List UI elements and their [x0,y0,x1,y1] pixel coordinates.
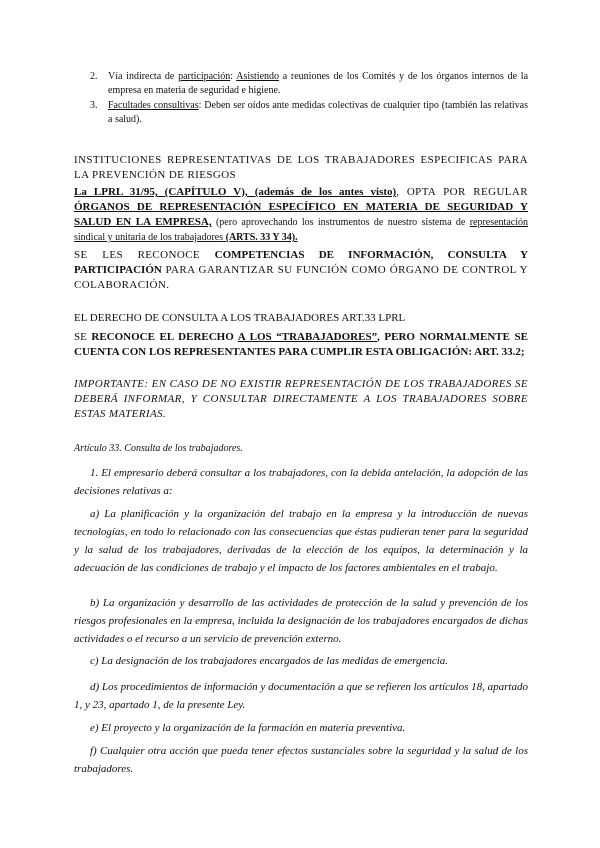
competencias-bold-text: COMPETENCIAS DE INFORMACIÓN, CONSULTA Y PARTICIPACIÓN [74,249,529,276]
list-item [88,70,528,98]
list-item [88,99,528,127]
list-underlined-term: Asistiendo [236,71,280,82]
importante-paragraph: IMPORTANTE: EN CASO DE NO EXISTIR REPRESENTACIÓN DE LOS TRABAJADORES SE DEBERÁ INFORMAR, Y CONSULTAR DIRECTAMENTE A LOS TRABAJADORES SOBRE ESTAS MATERIAS. [74,378,528,420]
list-number: 2. [90,71,98,82]
derecho-text: SE [74,331,92,343]
lprl-bold-text: La LPRL 31/95, (CAPÍTULO V), (además de los antes visto) [74,186,397,198]
article-item-d: d) Los procedimientos de información y documentación a que se refieren los artículos 18, apartado 1, y 23, apartado 1, de la presente Ley. [74,681,528,711]
article-title: Artículo 33. Consulta de los trabajadores. [74,443,243,454]
competencias-text: PARA GARANTIZAR SU FUNCIÓN COMO ÓRGANO DE CONTROL Y COLABORACIÓN. [74,264,528,291]
list-underlined-term: Facultades consultivas [108,100,199,111]
lprl-text: (pero aprovechando los instrumentos de nuestro sistema de [211,217,470,228]
article-item-c: c) La designación de los trabajadores encargados de las medidas de emergencia. [90,655,449,667]
list-text: : Deben ser oídos ante medidas colectivas de cualquier tipo (también las relativas a salud). [108,100,528,125]
consulta-heading: EL DERECHO DE CONSULTA A LOS TRABAJADORES ART.33 LPRL [74,312,406,324]
list-number: 3. [90,100,98,111]
competencias-paragraph [74,248,528,293]
derecho-bold-text: , PERO NORMALMENTE SE CUENTA CON LOS REPRESENTANTES PARA CUMPLIR ESTA OBLIGACIÓN: ART. 33.2; [74,331,528,358]
article-item-a: a) La planificación y la organización del trabajo en la empresa y la introducción de nuevas tecnologías, en todo lo relacionado con las consecuencias que éstas pudieran tener para la seguridad y la salud de los trabajadores, derivadas de la elección de los equipos, la determinación y la adecuación de las condiciones de trabajo y el impacto de los factores ambientales en el trabajo. [74,508,528,574]
article-item-f: f) Cualquier otra acción que pueda tener efectos sustanciales sobre la seguridad y la salud de los trabajadores. [74,745,528,775]
lprl-bold-text: ÓRGANOS DE REPRESENTACIÓN ESPECÍFICO EN MATERIA DE SEGURIDAD Y SALUD EN LA EMPRESA, [74,201,528,228]
institutions-heading: INSTITUCIONES REPRESENTATIVAS DE LOS TRABAJADORES ESPECIFICAS PARA LA PREVENCIÓN DE RIESGOS [74,154,528,181]
derecho-bold-text: RECONOCE EL DERECHO [91,331,238,343]
lprl-bold-text: (ARTS. 33 Y 34). [223,232,298,243]
list-underlined-term: participación [178,71,231,82]
lprl-underlined-text: representación sindical y unitaria de los trabajadores [74,217,528,243]
list-text: a reuniones de los Comités y de los órganos internos de la empresa en materia de seguridad e higiene. [108,71,529,96]
lprl-text: , OPTA POR REGULAR [396,186,529,198]
numbered-list [88,70,528,128]
article-paragraph-1: 1. El empresario deberá consultar a los trabajadores, con la debida antelación, la adopción de las decisiones relativas a: [74,467,528,497]
derecho-underlined-text: A LOS “TRABAJADORES” [237,331,378,343]
list-text: Vía indirecta de [108,71,179,82]
derecho-paragraph [74,330,528,360]
competencias-text: SE LES RECONOCE [74,249,215,261]
list-text: : [230,71,237,82]
lprl-paragraph [74,185,528,245]
article-item-b: b) La organización y desarrollo de las actividades de protección de la salud y prevención de los riesgos profesionales en la empresa, incluida la designación de los trabajadores encargados de dichas actividades o el recurso a un servicio de prevención externo. [74,597,528,645]
article-item-e: e) El proyecto y la organización de la formación en materia preventiva. [90,722,406,734]
